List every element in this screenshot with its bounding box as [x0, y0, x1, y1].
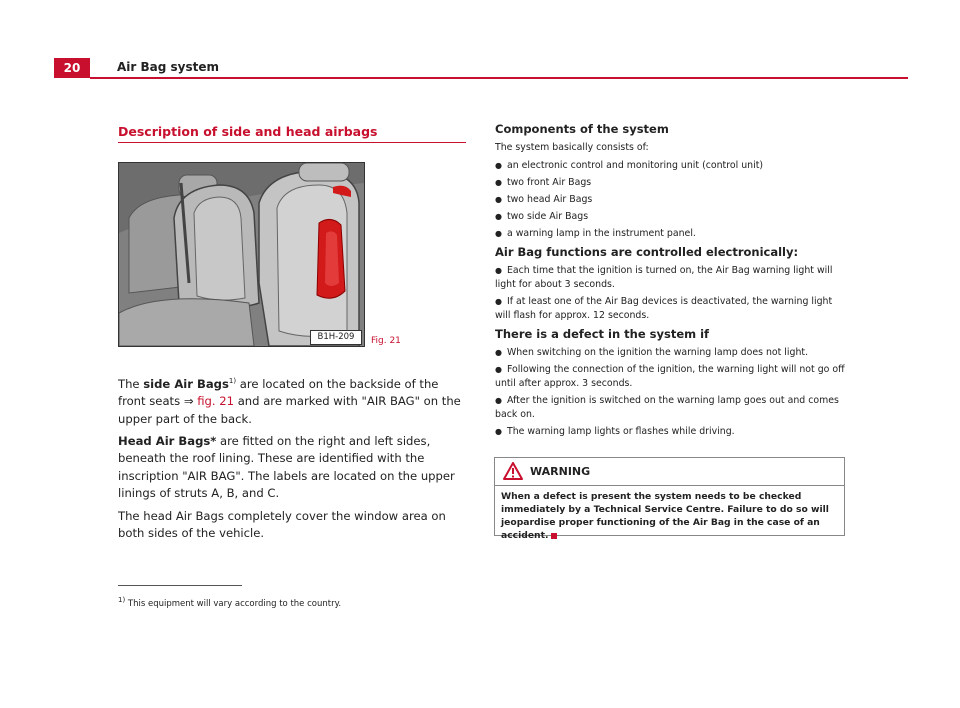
list-item-text: two side Air Bags	[506, 211, 589, 222]
list-item-text: two front Air Bags	[506, 177, 592, 188]
list-item	[495, 295, 845, 323]
warning-triangle-icon	[503, 462, 523, 480]
figure-code: B1H-209	[310, 330, 362, 345]
list-item	[495, 394, 845, 422]
footnote-ref: 1)	[228, 377, 237, 385]
warning-box	[494, 457, 845, 541]
list-item	[495, 176, 845, 190]
bullet-icon: ●	[495, 427, 502, 436]
list-item	[495, 227, 845, 241]
defect-title: There is a defect in the system if	[495, 327, 710, 341]
text: are located on the backside of the front seats ⇒	[118, 376, 439, 409]
section-rule	[118, 142, 466, 143]
list-item-text: If at least one of the Air Bag devices is deactivated, the warning light will flash for approx. 12 seconds.	[495, 296, 833, 321]
bullet-icon: ●	[495, 396, 502, 405]
seat-illustration	[119, 163, 364, 346]
footnote-text: This equipment will vary according to the country.	[125, 598, 342, 609]
list-item	[495, 210, 845, 224]
figure-label: Fig. 21	[371, 336, 401, 346]
list-item-text: two head Air Bags	[506, 194, 593, 205]
list-item	[495, 159, 845, 173]
end-of-section-icon	[551, 533, 557, 539]
seat-airbag-figure	[118, 162, 365, 347]
list-item	[495, 363, 845, 391]
text: and are marked with "AIR BAG" on the upper part of the back.	[118, 394, 461, 426]
figure-link[interactable]: fig. 21	[197, 394, 235, 409]
text: are fitted on the right and left sides, beneath the roof lining. These are identified with the inscription "AIR BAG". The labels are located on the upper linings of struts A, B, and C.	[118, 434, 455, 501]
footnote	[118, 596, 341, 609]
components-title: Components of the system	[495, 122, 669, 136]
right-column	[495, 122, 845, 442]
warning-body: When a defect is present the system needs to be checked immediately by a Technical Service Centre. Failure to do so will jeopardise proper functioning of the Air Bag in the case of an accident.	[501, 491, 829, 541]
page-number: 20	[54, 58, 90, 78]
warning-header	[495, 458, 844, 486]
list-item	[495, 193, 845, 207]
list-item	[495, 264, 845, 292]
bullet-icon: ●	[495, 348, 502, 357]
bullet-icon: ●	[495, 161, 502, 170]
list-item-text: an electronic control and monitoring unit (control unit)	[506, 160, 764, 171]
bullet-icon: ●	[495, 297, 502, 306]
paragraph-head-airbags	[118, 433, 468, 503]
footnote-rule	[118, 585, 242, 586]
paragraph-coverage: The head Air Bags completely cover the window area on both sides of the vehicle.	[118, 508, 446, 541]
list-item-text: a warning lamp in the instrument panel.	[506, 228, 696, 239]
bullet-icon: ●	[495, 266, 502, 275]
list-item-text: The warning lamp lights or flashes while driving.	[506, 426, 735, 437]
bullet-icon: ●	[495, 178, 502, 187]
running-title: Air Bag system	[117, 60, 219, 74]
bullet-icon: ●	[495, 212, 502, 221]
bullet-icon: ●	[495, 195, 502, 204]
list-item	[495, 346, 845, 360]
term-side-air-bags: side Air Bags	[143, 376, 229, 391]
bullet-icon: ●	[495, 229, 502, 238]
components-intro: The system basically consists of:	[495, 142, 649, 153]
list-item-text: Each time that the ignition is turned on, the Air Bag warning light will light for about 3 seconds.	[495, 265, 833, 290]
text: The	[118, 376, 144, 391]
paragraph-side-airbags	[118, 373, 468, 428]
functions-title: Air Bag functions are controlled electronically:	[495, 245, 799, 259]
list-item-text: When switching on the ignition the warning lamp does not light.	[506, 347, 809, 358]
left-body-text	[118, 373, 468, 548]
term-head-air-bags: Head Air Bags*	[118, 434, 217, 449]
footnote-marker: 1)	[118, 596, 126, 604]
list-item-text: After the ignition is switched on the warning lamp goes out and comes back on.	[495, 395, 839, 420]
list-item	[495, 425, 845, 439]
header-rule	[90, 77, 908, 79]
warning-text	[501, 490, 841, 542]
warning-title: WARNING	[530, 465, 591, 478]
section-title: Description of side and head airbags	[118, 124, 378, 139]
list-item-text: Following the connection of the ignition, the warning light will not go off until after approx. 3 seconds.	[495, 364, 845, 389]
bullet-icon: ●	[495, 365, 502, 374]
